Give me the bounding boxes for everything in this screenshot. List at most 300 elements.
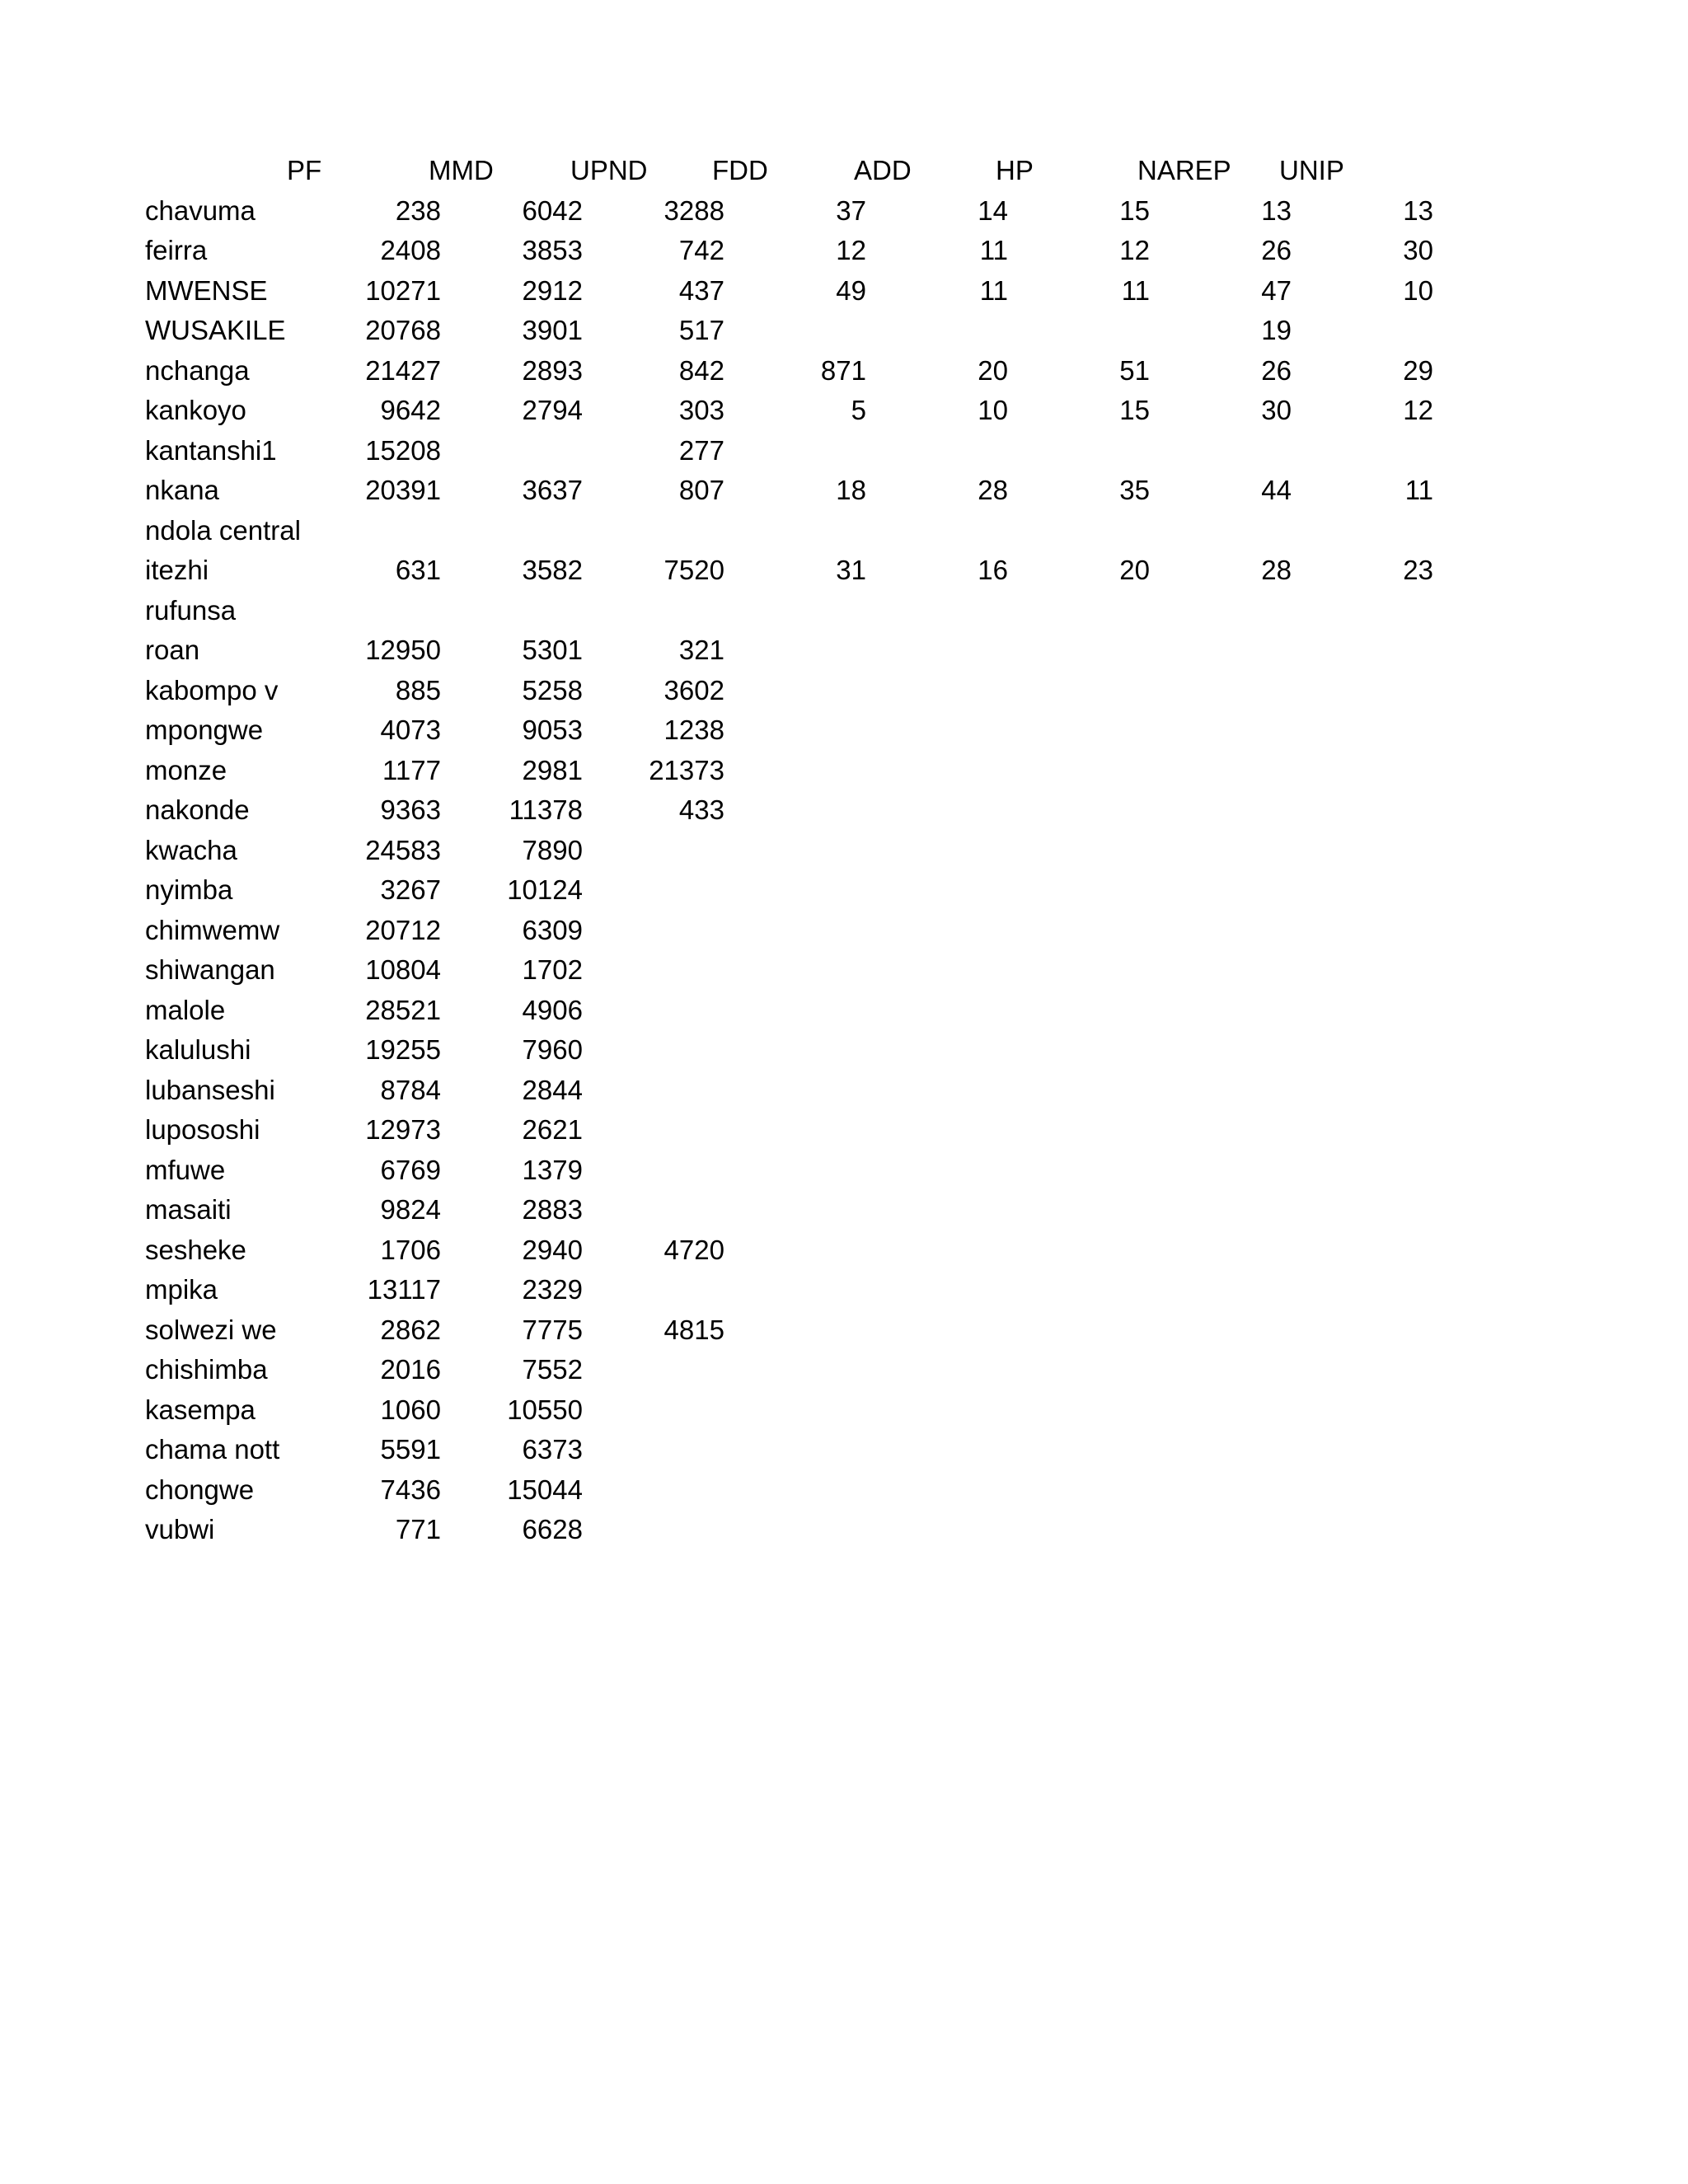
table-row bbox=[143, 1430, 1435, 1470]
vote-count-cell bbox=[1151, 831, 1293, 871]
vote-count-cell bbox=[868, 831, 1010, 871]
vote-count-cell bbox=[1293, 1310, 1435, 1351]
vote-count-cell bbox=[1151, 1110, 1293, 1151]
vote-count-cell: 12973 bbox=[365, 1114, 441, 1145]
vote-count-cell bbox=[1010, 1430, 1151, 1470]
vote-count-cell: 807 bbox=[678, 475, 724, 505]
table-row bbox=[143, 1310, 1435, 1351]
constituency-name-cell: sesheke bbox=[145, 1234, 246, 1265]
vote-count-cell bbox=[726, 1110, 868, 1151]
vote-count-cell: 15044 bbox=[507, 1474, 583, 1505]
constituency-name-cell: kabompo v bbox=[145, 674, 279, 705]
vote-count-cell: 7552 bbox=[522, 1354, 583, 1385]
vote-count-cell bbox=[868, 1350, 1010, 1390]
vote-count-cell bbox=[868, 1390, 1010, 1431]
vote-count-cell bbox=[1010, 511, 1151, 551]
vote-count-cell bbox=[1293, 1390, 1435, 1431]
vote-count-cell bbox=[1010, 790, 1151, 831]
vote-count-cell: 30 bbox=[1261, 395, 1292, 425]
vote-count-cell bbox=[1010, 751, 1151, 791]
vote-count-cell bbox=[584, 1510, 726, 1550]
vote-count-cell bbox=[868, 311, 1010, 351]
vote-count-cell: 3901 bbox=[522, 315, 583, 345]
vote-count-cell bbox=[1151, 1270, 1293, 1310]
vote-count-cell bbox=[1010, 950, 1151, 991]
vote-count-cell: 742 bbox=[678, 235, 724, 265]
vote-count-cell bbox=[1293, 1071, 1435, 1111]
vote-count-cell: 3267 bbox=[380, 874, 441, 905]
vote-count-cell bbox=[868, 911, 1010, 951]
vote-count-cell bbox=[868, 671, 1010, 711]
vote-count-cell bbox=[1293, 1230, 1435, 1271]
vote-count-cell bbox=[1010, 870, 1151, 911]
column-header: UNIP bbox=[1279, 155, 1344, 185]
vote-count-cell: 2621 bbox=[522, 1114, 583, 1145]
vote-count-cell bbox=[726, 1470, 868, 1511]
table-row bbox=[143, 1190, 1435, 1230]
table-row bbox=[143, 1071, 1435, 1111]
table-row bbox=[143, 311, 1435, 351]
vote-count-cell: 2329 bbox=[522, 1274, 583, 1305]
vote-count-cell bbox=[1293, 311, 1435, 351]
vote-count-cell: 29 bbox=[1403, 354, 1433, 386]
table-row bbox=[143, 1470, 1435, 1511]
vote-count-cell bbox=[584, 1030, 726, 1071]
vote-count-cell bbox=[1010, 671, 1151, 711]
vote-count-cell bbox=[584, 1110, 726, 1151]
vote-count-cell bbox=[726, 591, 868, 631]
vote-count-cell bbox=[726, 710, 868, 751]
table-row bbox=[143, 870, 1435, 911]
vote-count-cell bbox=[726, 431, 868, 471]
table-row bbox=[143, 751, 1435, 791]
vote-count-cell: 10 bbox=[1403, 274, 1433, 306]
vote-count-cell: 9363 bbox=[380, 794, 441, 825]
vote-count-cell: 303 bbox=[678, 395, 724, 425]
vote-count-cell bbox=[1010, 991, 1151, 1031]
constituency-name-cell: kasempa bbox=[145, 1394, 256, 1425]
vote-count-cell bbox=[726, 1390, 868, 1431]
vote-count-cell bbox=[1010, 1151, 1151, 1191]
vote-count-cell bbox=[868, 790, 1010, 831]
vote-count-cell: 437 bbox=[678, 274, 724, 306]
vote-count-cell bbox=[1010, 911, 1151, 951]
vote-count-cell bbox=[1151, 790, 1293, 831]
vote-count-cell: 2844 bbox=[522, 1074, 583, 1105]
table-row bbox=[143, 630, 1435, 671]
vote-count-cell: 842 bbox=[678, 354, 724, 386]
vote-count-cell bbox=[1293, 751, 1435, 791]
vote-count-cell bbox=[726, 1151, 868, 1191]
vote-count-cell: 15 bbox=[1119, 395, 1150, 425]
vote-count-cell: 11 bbox=[979, 235, 1008, 265]
vote-count-cell bbox=[726, 870, 868, 911]
vote-count-cell: 15 bbox=[1119, 194, 1150, 226]
table-row bbox=[143, 351, 1435, 391]
vote-count-cell bbox=[868, 630, 1010, 671]
constituency-name-cell: nyimba bbox=[145, 874, 233, 905]
vote-count-cell bbox=[1151, 1470, 1293, 1511]
vote-count-cell: 238 bbox=[395, 194, 441, 226]
vote-count-cell bbox=[301, 591, 443, 631]
vote-count-cell: 2794 bbox=[522, 395, 583, 425]
vote-count-cell: 5591 bbox=[380, 1434, 441, 1465]
vote-count-cell bbox=[584, 870, 726, 911]
vote-count-cell bbox=[868, 1430, 1010, 1470]
vote-count-cell: 11 bbox=[1404, 475, 1433, 505]
vote-count-cell bbox=[1010, 311, 1151, 351]
table-row bbox=[143, 591, 1435, 631]
vote-count-cell: 4815 bbox=[663, 1314, 724, 1345]
constituency-name-cell: chongwe bbox=[145, 1474, 255, 1505]
vote-count-cell: 6373 bbox=[522, 1434, 583, 1465]
table-row bbox=[143, 950, 1435, 991]
vote-count-cell bbox=[868, 870, 1010, 911]
vote-count-cell: 6309 bbox=[522, 914, 583, 945]
vote-count-cell bbox=[1293, 511, 1435, 551]
vote-count-cell bbox=[1010, 1390, 1151, 1431]
vote-count-cell bbox=[1151, 1390, 1293, 1431]
constituency-name-cell: kankoyo bbox=[145, 395, 246, 425]
vote-count-cell bbox=[1010, 1190, 1151, 1230]
vote-count-cell bbox=[1151, 1310, 1293, 1351]
constituency-name-cell: kalulushi bbox=[145, 1034, 251, 1065]
table-row bbox=[143, 671, 1435, 711]
vote-count-cell: 10804 bbox=[365, 954, 441, 985]
vote-count-cell: 3602 bbox=[663, 674, 724, 705]
vote-count-cell bbox=[1151, 1510, 1293, 1550]
vote-count-cell bbox=[1010, 1470, 1151, 1511]
vote-count-cell: 2862 bbox=[380, 1314, 441, 1345]
vote-count-cell: 28 bbox=[1261, 555, 1292, 585]
vote-count-cell: 5258 bbox=[522, 674, 583, 705]
table-row bbox=[143, 271, 1435, 312]
vote-count-cell bbox=[1151, 950, 1293, 991]
vote-count-cell: 10271 bbox=[365, 274, 441, 306]
vote-count-cell: 6769 bbox=[380, 1154, 441, 1185]
vote-count-cell bbox=[584, 831, 726, 871]
vote-count-cell: 13 bbox=[1261, 194, 1292, 226]
vote-count-cell bbox=[1293, 1190, 1435, 1230]
vote-count-cell bbox=[1151, 1230, 1293, 1271]
constituency-name-cell: nkana bbox=[145, 475, 219, 505]
vote-count-cell: 885 bbox=[395, 674, 441, 705]
vote-count-cell: 19 bbox=[1261, 315, 1292, 345]
vote-count-cell bbox=[726, 991, 868, 1031]
vote-count-cell bbox=[1151, 1030, 1293, 1071]
vote-count-cell: 7520 bbox=[663, 555, 724, 585]
vote-count-cell bbox=[1293, 1470, 1435, 1511]
vote-count-cell bbox=[868, 431, 1010, 471]
vote-count-cell bbox=[1010, 591, 1151, 631]
vote-count-cell: 2016 bbox=[380, 1354, 441, 1385]
vote-count-cell bbox=[1293, 1030, 1435, 1071]
vote-count-cell: 1177 bbox=[382, 754, 441, 785]
vote-count-cell bbox=[1010, 710, 1151, 751]
vote-count-cell bbox=[1151, 1430, 1293, 1470]
vote-count-cell bbox=[726, 1510, 868, 1550]
vote-count-cell bbox=[1293, 630, 1435, 671]
vote-count-cell: 3853 bbox=[522, 235, 583, 265]
vote-count-cell bbox=[868, 1190, 1010, 1230]
vote-count-cell bbox=[868, 710, 1010, 751]
vote-count-cell: 20391 bbox=[365, 475, 441, 505]
header-cells bbox=[143, 151, 1435, 191]
vote-count-cell: 24583 bbox=[365, 834, 441, 865]
vote-count-cell: 16 bbox=[978, 555, 1008, 585]
vote-count-cell: 3288 bbox=[663, 194, 724, 226]
column-header: FDD bbox=[712, 155, 768, 185]
vote-count-cell bbox=[443, 511, 584, 551]
vote-count-cell bbox=[1151, 911, 1293, 951]
vote-count-cell bbox=[1293, 991, 1435, 1031]
vote-count-cell: 10124 bbox=[507, 874, 583, 905]
vote-count-cell: 321 bbox=[678, 635, 724, 665]
column-header: MMD bbox=[429, 155, 494, 185]
column-header: PF bbox=[287, 155, 322, 185]
column-header: UPND bbox=[570, 155, 648, 185]
vote-count-cell bbox=[1010, 1510, 1151, 1550]
vote-count-cell: 1706 bbox=[380, 1234, 441, 1265]
table-row bbox=[143, 1270, 1435, 1310]
vote-count-cell: 9642 bbox=[380, 395, 441, 425]
vote-count-cell bbox=[868, 1110, 1010, 1151]
vote-count-cell: 6042 bbox=[522, 194, 583, 226]
column-header: NAREP bbox=[1137, 155, 1231, 185]
table-row bbox=[143, 391, 1435, 431]
table-row bbox=[143, 1390, 1435, 1431]
vote-count-cell bbox=[584, 1390, 726, 1431]
vote-count-cell bbox=[584, 911, 726, 951]
vote-count-cell bbox=[1293, 831, 1435, 871]
column-header: HP bbox=[996, 155, 1034, 185]
vote-count-cell: 3637 bbox=[522, 475, 583, 505]
vote-count-cell bbox=[726, 630, 868, 671]
constituency-name-cell: lupososhi bbox=[145, 1114, 260, 1145]
vote-count-cell bbox=[726, 671, 868, 711]
constituency-name-cell: shiwangan bbox=[145, 954, 275, 985]
table-row bbox=[143, 790, 1435, 831]
vote-count-cell bbox=[868, 1310, 1010, 1351]
constituency-name-cell: masaiti bbox=[145, 1194, 232, 1225]
table-body bbox=[143, 191, 1435, 1550]
constituency-name-cell: chimwemw bbox=[145, 914, 280, 945]
vote-count-cell bbox=[1151, 1071, 1293, 1111]
vote-count-cell bbox=[868, 1510, 1010, 1550]
vote-count-cell: 51 bbox=[1119, 354, 1150, 386]
vote-count-cell: 2893 bbox=[522, 354, 583, 386]
table-row bbox=[143, 231, 1435, 271]
vote-count-cell: 4906 bbox=[522, 994, 583, 1025]
vote-count-cell: 5 bbox=[851, 395, 866, 425]
vote-count-cell: 28 bbox=[978, 475, 1008, 505]
vote-count-cell bbox=[1151, 1350, 1293, 1390]
vote-count-cell: 20 bbox=[1119, 555, 1150, 585]
vote-count-cell: 20 bbox=[978, 354, 1008, 386]
vote-count-cell: 7960 bbox=[522, 1034, 583, 1065]
results-table bbox=[143, 151, 1435, 1550]
vote-count-cell: 517 bbox=[678, 315, 724, 345]
vote-count-cell bbox=[868, 751, 1010, 791]
spreadsheet bbox=[143, 151, 1435, 1550]
vote-count-cell bbox=[584, 1190, 726, 1230]
vote-count-cell bbox=[584, 1430, 726, 1470]
vote-count-cell bbox=[726, 790, 868, 831]
vote-count-cell: 21427 bbox=[365, 354, 441, 386]
vote-count-cell bbox=[1293, 710, 1435, 751]
vote-count-cell: 28521 bbox=[365, 994, 441, 1025]
vote-count-cell bbox=[1010, 1230, 1151, 1271]
vote-count-cell: 2883 bbox=[522, 1194, 583, 1225]
vote-count-cell bbox=[584, 1071, 726, 1111]
vote-count-cell: 18 bbox=[836, 475, 866, 505]
vote-count-cell bbox=[726, 751, 868, 791]
column-header: ADD bbox=[854, 155, 912, 185]
vote-count-cell: 19255 bbox=[365, 1034, 441, 1065]
constituency-name-cell: nchanga bbox=[145, 354, 250, 386]
vote-count-cell: 26 bbox=[1261, 354, 1292, 386]
vote-count-cell: 13 bbox=[1403, 194, 1433, 226]
vote-count-cell: 8784 bbox=[380, 1074, 441, 1105]
vote-count-cell bbox=[726, 911, 868, 951]
vote-count-cell bbox=[1293, 591, 1435, 631]
vote-count-cell bbox=[1151, 1190, 1293, 1230]
vote-count-cell bbox=[301, 511, 443, 551]
vote-count-cell: 10 bbox=[978, 395, 1008, 425]
header-row bbox=[143, 151, 1435, 191]
vote-count-cell bbox=[1151, 751, 1293, 791]
constituency-name-cell: WUSAKILE bbox=[145, 315, 286, 345]
table-row bbox=[143, 710, 1435, 751]
vote-count-cell bbox=[1151, 991, 1293, 1031]
table-row bbox=[143, 831, 1435, 871]
table-row bbox=[143, 191, 1435, 232]
constituency-name-cell: lubanseshi bbox=[145, 1074, 275, 1105]
vote-count-cell bbox=[1010, 1270, 1151, 1310]
constituency-name-cell: nakonde bbox=[145, 794, 250, 825]
vote-count-cell: 2940 bbox=[522, 1234, 583, 1265]
constituency-name-cell: mpongwe bbox=[145, 715, 264, 745]
vote-count-cell bbox=[1293, 1110, 1435, 1151]
vote-count-cell: 5301 bbox=[522, 635, 583, 665]
vote-count-cell bbox=[726, 1030, 868, 1071]
constituency-name-cell: malole bbox=[145, 994, 226, 1025]
vote-count-cell: 12 bbox=[1119, 235, 1150, 265]
vote-count-cell bbox=[1010, 831, 1151, 871]
vote-count-cell bbox=[584, 1151, 726, 1191]
table-row bbox=[143, 511, 1435, 551]
vote-count-cell bbox=[1010, 1350, 1151, 1390]
vote-count-cell bbox=[1151, 511, 1293, 551]
vote-count-cell: 12 bbox=[836, 235, 866, 265]
vote-count-cell: 4720 bbox=[663, 1234, 724, 1265]
vote-count-cell: 631 bbox=[395, 555, 441, 585]
vote-count-cell: 20768 bbox=[365, 315, 441, 345]
vote-count-cell bbox=[868, 1030, 1010, 1071]
vote-count-cell: 37 bbox=[836, 194, 866, 226]
vote-count-cell bbox=[726, 831, 868, 871]
vote-count-cell bbox=[726, 1310, 868, 1351]
vote-count-cell bbox=[726, 1350, 868, 1390]
vote-count-cell bbox=[584, 950, 726, 991]
constituency-name-cell: chavuma bbox=[145, 194, 256, 226]
vote-count-cell bbox=[868, 950, 1010, 991]
vote-count-cell bbox=[1293, 950, 1435, 991]
vote-count-cell: 6628 bbox=[522, 1514, 583, 1544]
table-row bbox=[143, 431, 1435, 471]
vote-count-cell: 15208 bbox=[365, 434, 441, 466]
vote-count-cell bbox=[1151, 870, 1293, 911]
vote-count-cell: 11 bbox=[1121, 274, 1150, 306]
constituency-name-cell: mpika bbox=[145, 1274, 218, 1305]
vote-count-cell bbox=[726, 511, 868, 551]
vote-count-cell bbox=[1151, 671, 1293, 711]
vote-count-cell bbox=[1010, 431, 1151, 471]
vote-count-cell: 23 bbox=[1403, 555, 1433, 585]
constituency-name-cell: rufunsa bbox=[145, 594, 237, 626]
vote-count-cell: 13117 bbox=[367, 1274, 441, 1305]
vote-count-cell bbox=[1293, 911, 1435, 951]
vote-count-cell: 2408 bbox=[380, 235, 441, 265]
vote-count-cell bbox=[726, 950, 868, 991]
table-row bbox=[143, 1510, 1435, 1550]
vote-count-cell: 1702 bbox=[522, 954, 583, 985]
vote-count-cell: 7775 bbox=[522, 1314, 583, 1345]
vote-count-cell: 1238 bbox=[663, 715, 724, 745]
vote-count-cell: 433 bbox=[678, 794, 724, 825]
constituency-name-cell: feirra bbox=[145, 235, 208, 265]
vote-count-cell: 7436 bbox=[380, 1474, 441, 1505]
table-row bbox=[143, 911, 1435, 951]
vote-count-cell: 2912 bbox=[522, 274, 583, 306]
vote-count-cell bbox=[1010, 630, 1151, 671]
vote-count-cell bbox=[868, 511, 1010, 551]
constituency-name-cell: MWENSE bbox=[145, 274, 268, 306]
vote-count-cell bbox=[1293, 671, 1435, 711]
vote-count-cell bbox=[1010, 1071, 1151, 1111]
vote-count-cell: 1379 bbox=[522, 1154, 583, 1185]
table-row bbox=[143, 1030, 1435, 1071]
vote-count-cell bbox=[584, 1270, 726, 1310]
vote-count-cell: 1060 bbox=[380, 1394, 441, 1425]
vote-count-cell bbox=[584, 1470, 726, 1511]
vote-count-cell bbox=[726, 1430, 868, 1470]
vote-count-cell bbox=[584, 1350, 726, 1390]
constituency-name-cell: itezhi bbox=[145, 555, 209, 585]
vote-count-cell: 9824 bbox=[380, 1194, 441, 1225]
vote-count-cell bbox=[1293, 1350, 1435, 1390]
vote-count-cell bbox=[868, 591, 1010, 631]
constituency-name-cell: kantanshi1 bbox=[145, 434, 277, 466]
vote-count-cell: 3582 bbox=[522, 555, 583, 585]
vote-count-cell bbox=[726, 311, 868, 351]
vote-count-cell bbox=[868, 1470, 1010, 1511]
vote-count-cell bbox=[1293, 790, 1435, 831]
constituency-name-cell: solwezi we bbox=[145, 1314, 277, 1345]
vote-count-cell bbox=[868, 1270, 1010, 1310]
vote-count-cell: 44 bbox=[1261, 475, 1292, 505]
vote-count-cell: 30 bbox=[1403, 235, 1433, 265]
vote-count-cell bbox=[868, 1151, 1010, 1191]
vote-count-cell bbox=[726, 1190, 868, 1230]
vote-count-cell: 10550 bbox=[507, 1394, 583, 1425]
table-row bbox=[143, 991, 1435, 1031]
vote-count-cell: 49 bbox=[836, 274, 866, 306]
vote-count-cell bbox=[584, 511, 726, 551]
vote-count-cell: 7890 bbox=[522, 834, 583, 865]
vote-count-cell bbox=[726, 1270, 868, 1310]
vote-count-cell: 871 bbox=[820, 354, 866, 386]
